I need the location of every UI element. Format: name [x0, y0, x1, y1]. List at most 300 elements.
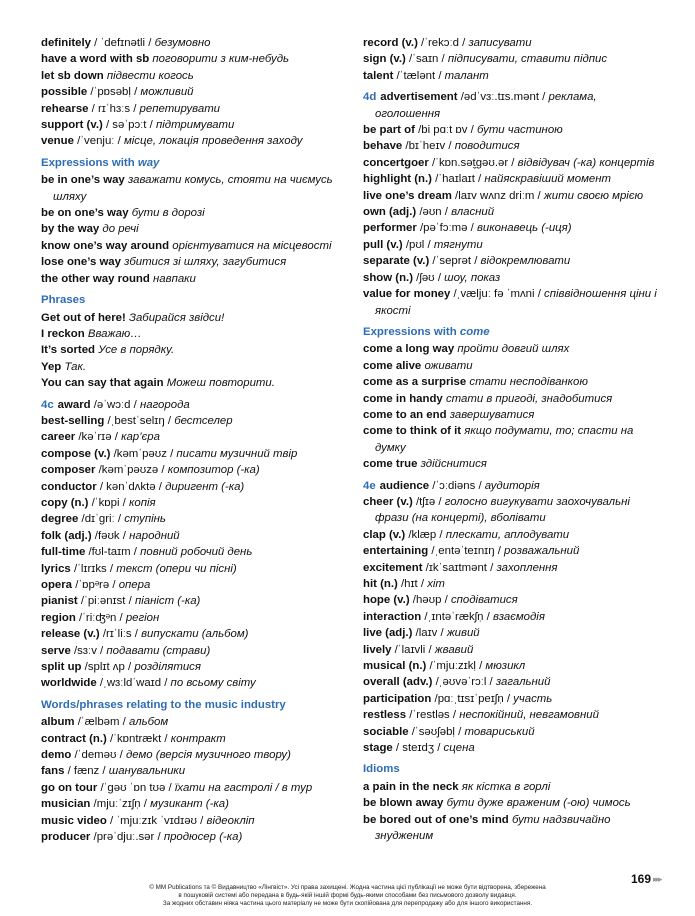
vocab-translation: бути дуже враженим (-ою) чимось — [446, 797, 631, 810]
section-heading-label: Phrases — [41, 294, 86, 307]
vocab-entry — [41, 544, 341, 560]
vocab-pronunciation: /əˈwɔːd / — [90, 398, 140, 411]
vocab-entry — [363, 35, 663, 51]
vocab-term: excitement — [363, 561, 423, 574]
vocab-pronunciation: /ˈkɒntrækt / — [106, 732, 171, 745]
vocab-entry — [363, 407, 663, 423]
vocab-term: behave — [363, 140, 403, 153]
section-heading — [363, 324, 663, 340]
vocab-translation: заважати комусь, стояти на чиємусь шляху — [53, 174, 333, 203]
vocab-term: highlight (n.) — [363, 173, 432, 186]
vocab-pronunciation: /ˈɒpᵊrə / — [72, 579, 119, 591]
vocab-entry — [363, 795, 663, 811]
section-heading-label: Expressions with — [41, 156, 138, 169]
vocab-term: career — [41, 431, 76, 444]
vocab-pronunciation: /pʊl / — [402, 238, 434, 251]
vocab-term: lose one’s way — [41, 256, 121, 269]
vocab-entry — [41, 117, 341, 133]
vocab-pronunciation: /ˌwɜːldˈwaɪd / — [96, 677, 171, 690]
vocab-entry — [363, 658, 663, 674]
vocab-pronunciation: /ˌəʊvəˈrɔːl / — [432, 676, 496, 689]
vocab-term: possible — [41, 86, 88, 99]
vocab-term: come in handy — [363, 392, 443, 405]
vocab-entry — [363, 374, 663, 390]
vocab-pronunciation: /ɪkˈsaɪtmənt / — [422, 561, 497, 574]
vocab-entry — [41, 326, 341, 342]
section-heading-label: Expressions with — [363, 325, 460, 338]
vocab-term: be in one’s way — [41, 174, 125, 187]
vocab-entry — [363, 51, 663, 67]
vocab-translation: відеокліп — [206, 814, 255, 827]
vocab-entry — [41, 495, 341, 511]
vocab-translation: записувати — [468, 37, 532, 49]
vocab-pronunciation: /pɑːˌtɪsɪˈpeɪʃṇ / — [431, 692, 514, 705]
vocab-entry — [363, 642, 663, 658]
vocab-pronunciation: /ˈsəʊʃəbḷ / — [408, 725, 465, 738]
vocab-entry — [41, 133, 341, 149]
vocab-translation: орієнтуватися на місцевості — [172, 239, 332, 252]
vocab-entry — [41, 747, 341, 763]
vocab-pronunciation: /klæp / — [405, 528, 446, 541]
section-heading — [41, 697, 341, 713]
vocab-translation: текст (опери чи пісні) — [116, 562, 237, 575]
vocab-translation: власний — [451, 206, 495, 219]
vocab-pronunciation: / fænz / — [64, 765, 109, 778]
vocab-entry — [41, 813, 341, 829]
vocab-term: folk (adj.) — [41, 529, 92, 542]
vocab-entry — [41, 829, 341, 845]
vocab-entry — [363, 527, 663, 543]
vocab-entry — [363, 204, 663, 220]
vocab-term: come alive — [363, 359, 422, 372]
vocab-entry — [363, 220, 663, 236]
vocab-translation: повний робочий день — [140, 546, 253, 559]
vocab-entry — [41, 271, 341, 287]
vocab-translation: загальний — [495, 676, 551, 689]
vocab-translation: Забирайся звідси! — [128, 311, 225, 324]
vocab-term: let sb down — [41, 69, 104, 82]
vocab-translation: реклама, оголошення — [375, 91, 597, 120]
vocab-translation: стати в пригоді, знадобитися — [445, 392, 613, 405]
vocab-entry — [41, 561, 341, 577]
vocab-entry — [41, 731, 341, 747]
vocab-translation: участь — [513, 692, 553, 705]
vocab-entry — [41, 796, 341, 812]
vocab-term: talent — [363, 69, 394, 82]
vocab-entry — [363, 707, 663, 723]
vocab-translation: живий — [446, 627, 480, 640]
vocab-translation: неспокійний, невгамовний — [459, 709, 599, 722]
vocab-term: live (adj.) — [363, 627, 413, 640]
vocab-term: split up — [41, 661, 82, 674]
vocab-translation: диригент (-ка) — [165, 480, 245, 493]
vocab-entry — [41, 68, 341, 84]
vocab-term: clap (v.) — [363, 528, 406, 541]
vocab-entry — [363, 543, 663, 559]
vocab-translation: відокремлювати — [480, 255, 571, 268]
vocab-entry — [41, 462, 341, 478]
vocab-term: come to think of it — [363, 425, 462, 438]
vocab-pronunciation: /bi pɑːt ɒv / — [414, 124, 477, 137]
section-heading-label: Idioms — [363, 763, 400, 776]
vocab-pronunciation: /bɪˈheɪv / — [402, 140, 455, 153]
vocab-translation: як кістка в горлі — [461, 780, 551, 793]
vocab-term: own (adj.) — [363, 206, 417, 219]
unit-label: 4d — [363, 91, 377, 104]
vocab-pronunciation: /ˈvenjuː / — [73, 135, 124, 148]
vocab-translation: підписувати, ставити підпис — [447, 53, 608, 66]
vocab-translation: аудиторія — [484, 479, 540, 492]
vocab-entry — [363, 237, 663, 253]
vocab-term: hope (v.) — [363, 594, 410, 607]
vocab-pronunciation: / ˈmjuːzɪk ˈvɪdɪəʊ / — [106, 814, 207, 827]
vocab-pronunciation: /ˌentəˈteɪnɪŋ / — [428, 545, 505, 558]
vocab-translation: контракт — [170, 732, 226, 745]
vocab-pronunciation: / kənˈdʌktə / — [96, 480, 166, 493]
vocab-translation: бути надзвичайно знудженим — [375, 813, 611, 843]
vocab-pronunciation: /rɪˈliːs / — [99, 628, 142, 641]
vocab-pronunciation: /ˈgəʊ ˈɒn tʊə / — [97, 781, 175, 794]
vocab-pronunciation: /ˈlɪrɪks / — [70, 562, 117, 575]
vocab-translation: тягнути — [433, 238, 483, 251]
vocab-pronunciation: /ˈælbəm / — [74, 716, 129, 729]
vocab-translation: до речі — [102, 223, 139, 236]
vocab-term: fans — [41, 765, 65, 778]
vocab-entry — [363, 89, 663, 122]
vocab-entry — [363, 456, 663, 472]
vocab-term: Yep — [41, 360, 62, 373]
vocab-translation: репетирувати — [139, 102, 221, 115]
vocab-translation: підтримувати — [155, 119, 235, 132]
vocab-entry — [363, 138, 663, 154]
vocab-entry — [363, 691, 663, 707]
vocab-entry — [41, 780, 341, 796]
vocab-translation: безумовно — [154, 37, 211, 49]
vocab-entry — [41, 528, 341, 544]
vocab-translation: взаємодія — [493, 610, 545, 623]
vocab-translation: стати несподіванкою — [469, 376, 588, 389]
vocab-translation: бестселер — [174, 414, 233, 427]
vocab-entry — [41, 763, 341, 779]
vocab-pronunciation: /ˌɪntəˈrækʃṇ / — [421, 610, 494, 623]
copyright-footer — [0, 884, 695, 908]
vocab-translation: піаніст (-ка) — [134, 595, 201, 608]
vocab-translation: плескати, аплодувати — [445, 528, 570, 541]
vocab-term: be bored out of one’s mind — [363, 813, 509, 826]
vocab-entry — [363, 391, 663, 407]
vocab-translation: регіон — [125, 611, 160, 624]
vocab-pronunciation: /kəˈrɪə / — [75, 431, 122, 444]
vocab-pronunciation: /ˈɔːdiəns / — [429, 479, 485, 492]
vocab-term: pianist — [41, 595, 78, 608]
vocab-entry — [41, 254, 341, 270]
vocab-entry — [41, 610, 341, 626]
vocab-pronunciation: /ˌbestˈselɪŋ / — [104, 414, 175, 427]
vocab-entry — [41, 429, 341, 445]
vocab-translation: співвідношення ціни і якості — [375, 288, 657, 317]
vocab-term: be part of — [363, 124, 415, 137]
vocab-translation: товариський — [464, 725, 535, 738]
vocab-term: know one’s way around — [41, 239, 170, 252]
vocab-translation: жвавий — [434, 643, 474, 656]
footer-line: © MM Publications та © Видавництво «Лінгвіст». Усі права захищені. Жодна частина цієї публікації не може бути відтворена, збережена — [149, 884, 546, 891]
vocab-term: It’s sorted — [41, 344, 96, 357]
vocab-translation: Можеш повторити. — [166, 377, 275, 390]
vocab-translation: музикант (-ка) — [150, 798, 229, 811]
footer-line: в пошуковій системі або передана в будь-якій іншій формі будь-якими способами без письмового дозволу видавця. — [178, 892, 517, 899]
vocab-translation: випускати (альбом) — [141, 628, 249, 641]
vocab-entry — [41, 577, 341, 593]
vocab-term: record (v.) — [363, 37, 418, 49]
vocab-term: opera — [41, 579, 73, 591]
page-number: 169 — [631, 872, 652, 886]
vocab-translation: Усе в порядку. — [98, 344, 175, 357]
vocab-entry — [363, 724, 663, 740]
vocab-entry — [363, 341, 663, 357]
vocab-translation: ступінь — [124, 513, 166, 526]
section-heading-keyword: come — [459, 325, 490, 338]
vocab-term: best-selling — [41, 414, 105, 427]
vocab-entry — [41, 221, 341, 237]
vocab-entry — [41, 84, 341, 100]
vocab-entry — [363, 560, 663, 576]
vocab-term: participation — [363, 692, 432, 705]
vocabulary-column-left — [41, 35, 341, 846]
vocab-translation: поговорити з ким-небудь — [152, 53, 290, 66]
vocab-entry — [363, 494, 663, 527]
vocab-pronunciation: /ˈrekɔːd / — [417, 37, 469, 49]
unit-label: 4c — [41, 398, 54, 411]
vocab-term: full-time — [41, 546, 86, 559]
vocab-term: come to an end — [363, 408, 447, 421]
vocab-entry — [363, 576, 663, 592]
vocab-term: hit (n.) — [363, 578, 398, 590]
vocab-term: come as a surprise — [363, 376, 467, 389]
vocab-translation: розділятися — [134, 661, 201, 674]
vocab-term: separate (v.) — [363, 255, 430, 268]
vocab-pronunciation: /mjuːˈzɪʃṇ / — [90, 798, 151, 811]
vocab-entry — [41, 172, 341, 205]
vocab-translation: оживати — [424, 359, 473, 372]
vocab-translation: мюзикл — [485, 660, 526, 673]
vocab-term: contract (n.) — [41, 732, 107, 745]
vocab-pronunciation: /ˈkɒpi / — [88, 496, 129, 509]
vocab-entry — [41, 626, 341, 642]
vocab-term: audience — [379, 479, 430, 492]
vocab-translation: по всьому світу — [170, 677, 256, 690]
vocab-translation: хіт — [427, 578, 445, 590]
vocab-term: album — [41, 716, 75, 729]
vocab-pronunciation: /fʊl-taɪm / — [85, 546, 141, 559]
vocab-term: sign (v.) — [363, 53, 406, 66]
vocabulary-column-right — [363, 35, 663, 845]
vocab-pronunciation: /splɪt ʌp / — [81, 661, 135, 674]
vocab-term: sociable — [363, 725, 409, 738]
section-heading — [41, 155, 341, 171]
vocab-term: value for money — [363, 288, 451, 301]
vocab-entry — [363, 188, 663, 204]
vocab-translation: захоплення — [496, 561, 558, 574]
vocab-entry — [41, 675, 341, 691]
vocab-translation: нагорода — [139, 398, 190, 411]
vocab-translation: подавати (страви) — [106, 644, 211, 657]
unit-label: 4e — [363, 479, 376, 492]
vocab-translation: завершуватися — [449, 408, 535, 421]
vocab-pronunciation: /ˈdeməʊ / — [71, 749, 126, 762]
section-heading-keyword: way — [137, 156, 160, 169]
vocab-translation: розважальний — [504, 545, 580, 558]
vocab-term: pull (v.) — [363, 238, 403, 251]
vocab-pronunciation: /ˈpɒsəbḷ / — [87, 86, 141, 99]
vocab-term: definitely — [41, 37, 92, 49]
vocab-term: degree — [41, 513, 79, 526]
vocab-translation: опера — [118, 579, 151, 591]
vocab-translation: якщо подумати, то; спасти на думку — [375, 425, 634, 454]
vocab-entry — [363, 68, 663, 84]
vocab-entry — [363, 423, 663, 456]
vocab-pronunciation: /ˈriːʤᵊn / — [75, 611, 126, 624]
vocab-term: by the way — [41, 223, 100, 236]
page-arrow-icon: ▸▸▸ — [653, 874, 661, 884]
vocab-term: support (v.) — [41, 119, 103, 132]
vocab-entry — [41, 511, 341, 527]
vocab-term: You can say that again — [41, 377, 164, 390]
vocab-translation: композитор (-ка) — [167, 464, 260, 477]
vocab-entry — [41, 359, 341, 375]
vocab-pronunciation: /sɜːv / — [70, 644, 107, 657]
vocab-term: musical (n.) — [363, 660, 427, 673]
vocab-pronunciation: /ˈmjuːzɪkḷ / — [426, 660, 486, 673]
vocab-pronunciation: /hɪt / — [397, 578, 428, 590]
vocab-pronunciation: /laɪv wʌnz driːm / — [451, 189, 544, 202]
vocab-translation: шоу, показ — [444, 271, 501, 284]
vocab-term: music video — [41, 814, 107, 827]
vocab-translation: продюсер (-ка) — [163, 831, 243, 844]
vocab-entry — [363, 812, 663, 845]
vocab-translation: голосно вигукувати заохочувальні фрази (на концерті), вболівати — [375, 495, 630, 525]
vocab-translation: копія — [128, 496, 156, 509]
vocab-term: come a long way — [363, 343, 455, 356]
vocab-term: worldwide — [41, 677, 97, 690]
vocab-term: the other way round — [41, 272, 150, 285]
vocab-entry — [41, 342, 341, 358]
vocab-translation: писати музичний твір — [176, 447, 298, 460]
vocab-pronunciation: /ˈlaɪvli / — [391, 643, 435, 656]
vocab-pronunciation: / səˈpɔːt / — [102, 119, 156, 132]
vocab-entry — [41, 35, 341, 51]
vocab-translation: поводитися — [454, 140, 520, 153]
vocab-translation: навпаки — [153, 272, 196, 285]
vocab-pronunciation: /dɪˈgriː / — [78, 513, 125, 526]
vocab-entry — [363, 592, 663, 608]
vocab-term: I reckon — [41, 327, 85, 340]
vocab-translation: Так. — [64, 360, 87, 373]
vocab-entry — [363, 286, 663, 319]
vocab-pronunciation: / steɪdʒ / — [392, 742, 444, 755]
vocab-entry — [363, 478, 663, 494]
vocab-translation: шанувальники — [108, 765, 186, 778]
vocab-entry — [363, 674, 663, 690]
vocab-entry — [363, 270, 663, 286]
section-heading-label: Words/phrases relating to the music industry — [41, 698, 286, 711]
vocab-term: be blown away — [363, 797, 444, 810]
vocab-pronunciation: /fəʊk / — [91, 529, 130, 542]
vocab-translation: альбом — [128, 716, 169, 729]
vocab-term: concertgoer — [363, 156, 429, 169]
vocab-term: award — [57, 398, 91, 411]
vocab-pronunciation: /həʊp / — [409, 594, 451, 607]
vocab-entry — [363, 779, 663, 795]
vocab-entry — [41, 479, 341, 495]
vocab-term: compose (v.) — [41, 447, 111, 460]
vocab-entry — [363, 171, 663, 187]
vocab-pronunciation: /ʃəʊ / — [412, 271, 445, 284]
vocab-pronunciation: /kəmˈpəʊz / — [110, 447, 177, 460]
vocab-translation: їхати на гастролі / в тур — [174, 781, 313, 794]
vocab-term: entertaining — [363, 545, 429, 558]
vocab-entry — [41, 446, 341, 462]
vocab-term: performer — [363, 222, 417, 235]
vocab-term: producer — [41, 831, 91, 844]
vocab-term: musician — [41, 798, 91, 811]
vocab-translation: підвести когось — [106, 69, 194, 82]
vocab-term: advertisement — [380, 91, 458, 104]
vocab-term: Get out of here! — [41, 311, 126, 324]
vocab-entry — [363, 253, 663, 269]
vocab-translation: відвідувач (-ка) концертів — [517, 156, 655, 169]
section-heading — [41, 292, 341, 308]
vocab-translation: сподіватися — [450, 594, 518, 607]
vocab-term: have a word with sb — [41, 53, 150, 66]
vocab-pronunciation: /əʊn / — [416, 206, 452, 219]
vocab-translation: кар’єра — [121, 431, 160, 444]
vocab-term: live one’s dream — [363, 189, 452, 202]
vocab-translation: талант — [444, 69, 489, 82]
vocab-translation: сцена — [443, 742, 475, 755]
vocab-translation: найяскравіший момент — [484, 173, 611, 186]
vocab-term: interaction — [363, 610, 422, 623]
vocab-entry — [41, 310, 341, 326]
vocab-term: composer — [41, 464, 96, 477]
vocab-entry — [363, 740, 663, 756]
vocab-term: come true — [363, 458, 418, 471]
vocab-translation: збитися зі шляху, загубитися — [124, 256, 287, 269]
vocab-pronunciation: /ˈtælənt / — [393, 69, 445, 82]
vocab-entry — [41, 643, 341, 659]
vocab-pronunciation: /tʃɪə / — [412, 495, 445, 508]
vocab-entry — [41, 205, 341, 221]
vocab-pronunciation: /ˈseprət / — [429, 255, 481, 268]
vocab-pronunciation: / ˈdefɪnətli / — [91, 37, 155, 49]
vocab-translation: жити своєю мрією — [543, 189, 644, 202]
vocab-pronunciation: /ˌvæljuː fə ˈmʌni / — [450, 288, 545, 301]
vocab-term: venue — [41, 135, 74, 148]
vocab-entry — [41, 659, 341, 675]
vocab-pronunciation: /ədˈvɜː.tɪs.mənt / — [457, 91, 549, 104]
vocab-term: be on one’s way — [41, 207, 129, 220]
vocab-entry — [41, 593, 341, 609]
vocab-pronunciation: /prəˈdjuː.sər / — [90, 831, 164, 844]
vocab-entry — [363, 358, 663, 374]
vocab-term: a pain in the neck — [363, 780, 459, 793]
vocab-pronunciation: /kəmˈpəʊzə / — [95, 464, 168, 477]
vocab-pronunciation: /ˈhaɪlaɪt / — [431, 173, 485, 186]
vocab-term: stage — [363, 742, 393, 755]
vocab-entry — [41, 714, 341, 730]
vocab-pronunciation: /laɪv / — [412, 627, 447, 640]
vocab-entry — [41, 238, 341, 254]
vocab-translation: можливий — [140, 86, 194, 99]
